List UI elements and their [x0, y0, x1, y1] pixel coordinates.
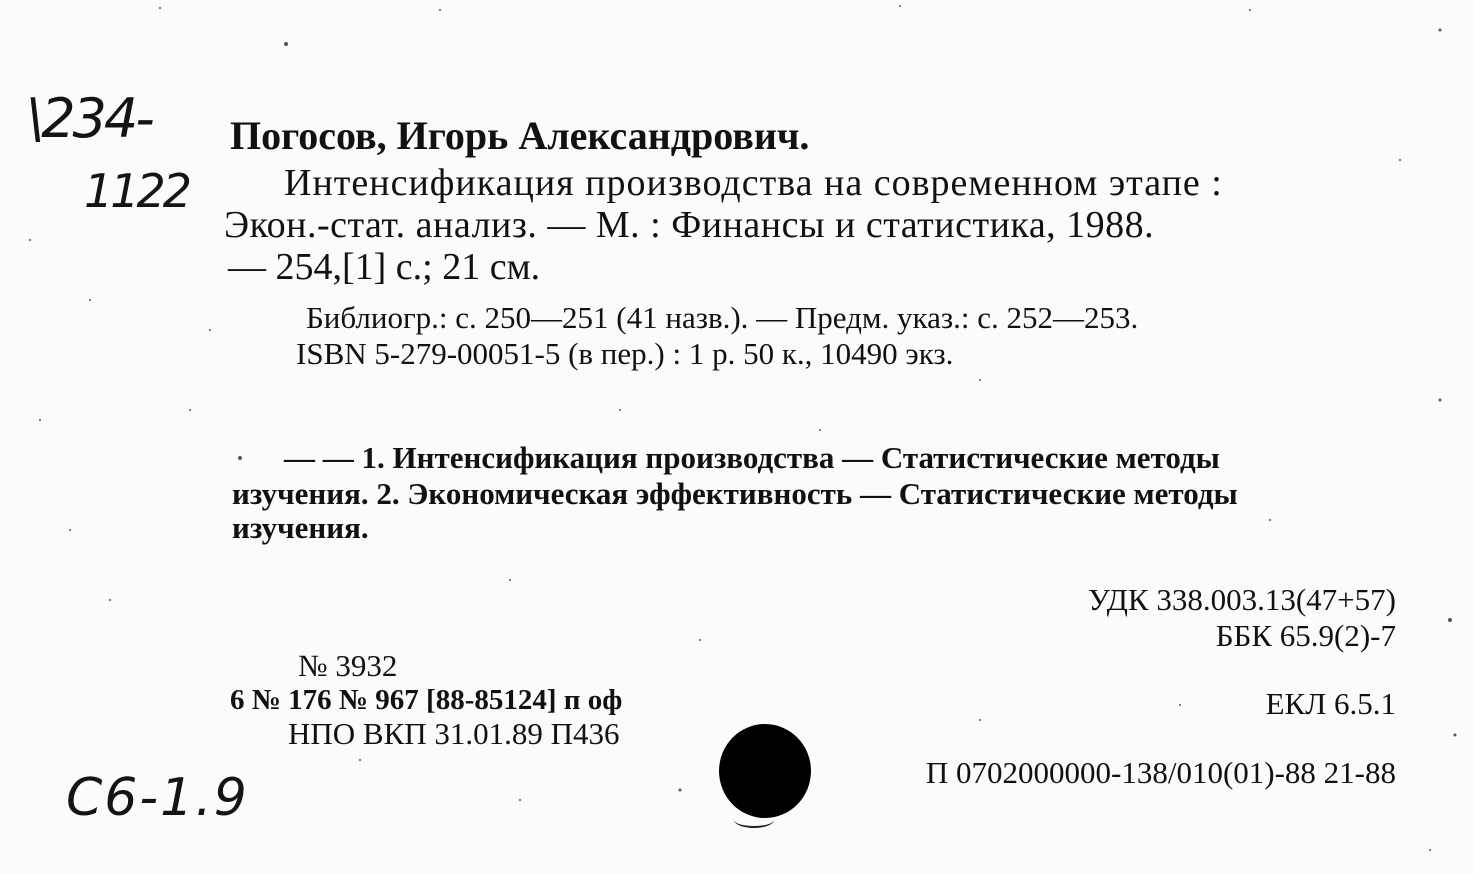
title-line-3: — 254,[1] с.; 21 см. — [228, 246, 541, 288]
card-number: № 3932 — [298, 648, 398, 683]
order-line: 6 № 176 № 967 [88-85124] п оф — [230, 684, 623, 716]
publisher-code-line: П 0702000000-138/010(01)-88 21-88 — [925, 755, 1396, 790]
punch-hole — [719, 724, 811, 818]
udk-code: УДК 338.003.13(47+57) — [1087, 582, 1396, 617]
subject-line-1: — — 1. Интенсификация производства — Статистические методы — [284, 440, 1220, 475]
handwritten-bottom-mark: C6-1.9 — [66, 768, 249, 828]
handwritten-shelf-mark-line1: \234- — [26, 87, 152, 150]
punch-hole-shadow — [734, 812, 774, 828]
bibliography-note: Библиогр.: с. 250—251 (41 назв.). — Предм. указ.: с. 252—253. — [306, 300, 1139, 335]
subject-line-3: изучения. — [232, 510, 369, 545]
ekl-code: ЕКЛ 6.5.1 — [1265, 686, 1396, 721]
handwritten-shelf-mark-line2: 1122 — [84, 164, 190, 218]
npo-line: НПО ВКП 31.01.89 П436 — [288, 716, 620, 751]
bbk-code: ББК 65.9(2)-7 — [1215, 618, 1396, 653]
subject-line-2: изучения. 2. Экономическая эффективность — Статистические методы — [232, 476, 1238, 511]
title-line-1: Интенсификация производства на современном этапе : — [284, 162, 1223, 204]
isbn-line: ISBN 5-279-00051-5 (в пер.) : 1 р. 50 к., 10490 экз. — [296, 336, 954, 371]
author-heading: Погосов, Игорь Александрович. — [230, 113, 810, 158]
title-line-2: Экон.-стат. анализ. — М. : Финансы и статистика, 1988. — [224, 204, 1155, 246]
